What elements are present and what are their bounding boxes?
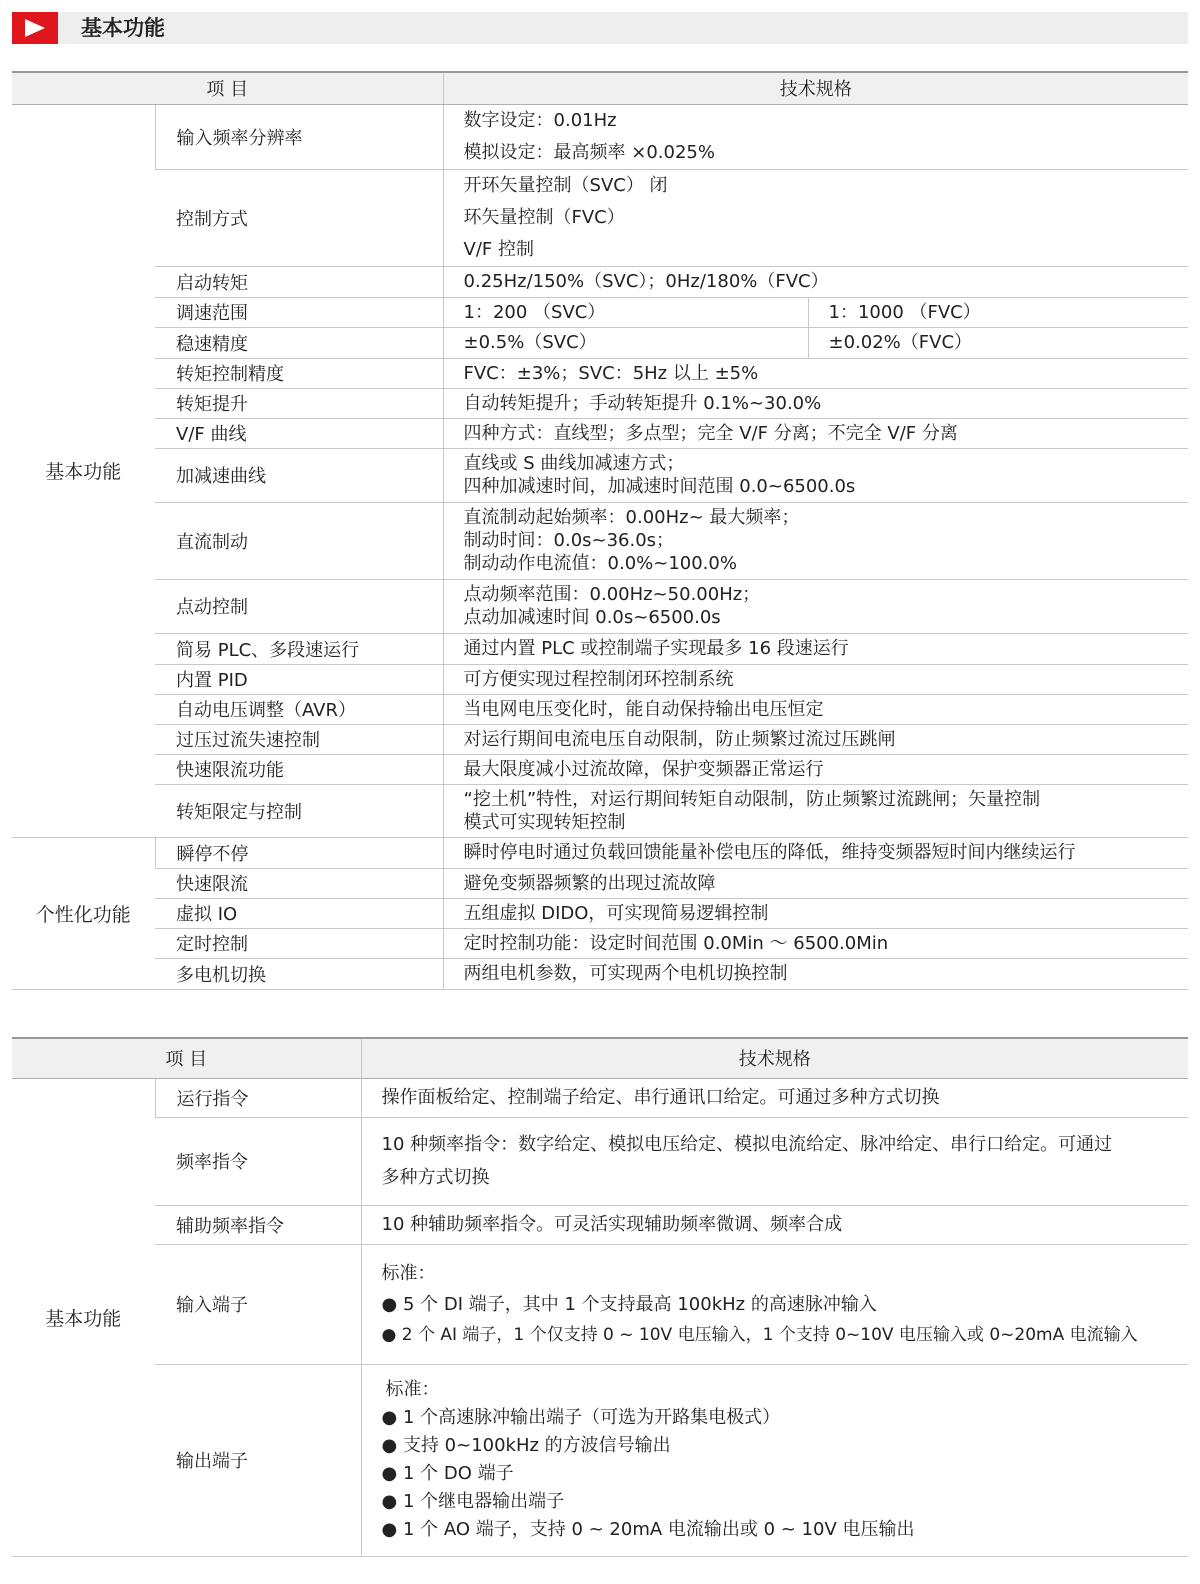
spec-value: FVC：±3%；SVC：5Hz 以上 ±5%: [443, 358, 1188, 388]
table-row: [12, 754, 1188, 784]
table-row: [12, 694, 1188, 724]
spec-value-svc: ±0.5%（SVC）: [443, 327, 808, 358]
item-label: 内置 PID: [155, 664, 443, 694]
spec-value: 操作面板给定、控制端子给定、串行通讯口给定。可通过多种方式切换: [361, 1078, 1188, 1117]
table-row: [12, 928, 1188, 958]
spec-value-fvc: 1：1000 （FVC）: [808, 297, 1188, 327]
table-header-row: [12, 1038, 1188, 1078]
item-label: 输出端子: [155, 1364, 361, 1556]
item-label: 控制方式: [155, 169, 443, 266]
spec-value: 定时控制功能：设定时间范围 0.0Min ～ 6500.0Min: [443, 928, 1188, 958]
spec-value: 数字设定：0.01Hz 模拟设定：最高频率 ×0.025%: [443, 104, 1188, 169]
spec-value: 四种方式：直线型；多点型；完全 V/F 分离；不完全 V/F 分离: [443, 418, 1188, 448]
spec-value: 当电网电压变化时，能自动保持输出电压恒定: [443, 694, 1188, 724]
item-label: 辅助频率指令: [155, 1205, 361, 1244]
spec-value: 标准： ● 1 个高速脉冲输出端子（可选为开路集电极式） ● 支持 0~100kHz 的方波信号输出 ● 1 个 DO 端子 ● 1 个继电器输出端子 ● 1 个 AO 端子，支持 0 ~ 20mA 电流输出或 0 ~ 10V 电压输出: [361, 1364, 1188, 1556]
spec-value: 两组电机参数，可实现两个电机切换控制: [443, 958, 1188, 989]
item-label: 虚拟 IO: [155, 898, 443, 928]
table-header-row: [12, 72, 1188, 104]
item-label: 简易 PLC、多段速运行: [155, 633, 443, 664]
spec-value: 避免变频器频繁的出现过流故障: [443, 868, 1188, 898]
item-label: 自动电压调整（AVR）: [155, 694, 443, 724]
bullet-item: ● 1 个高速脉冲输出端子（可选为开路集电极式）: [381, 1407, 781, 1428]
spec-table-io: [12, 1037, 1188, 1557]
table-row: [12, 724, 1188, 754]
spec-value: 10 种辅助频率指令。可灵活实现辅助频率微调、频率合成: [361, 1205, 1188, 1244]
play-triangle-icon: [25, 19, 45, 37]
category-personal: 个性化功能: [12, 837, 155, 989]
table-row: [12, 1364, 1188, 1556]
bullet-item: ● 2 个 AI 端子，1 个仅支持 0 ~ 10V 电压输入，1 个支持 0~10V 电压输入或 0~20mA 电流输入: [381, 1324, 1138, 1345]
bullet-item: ● 支持 0~100kHz 的方波信号输出: [381, 1435, 671, 1456]
item-label: 快速限流功能: [155, 754, 443, 784]
spec-value: 开环矢量控制（SVC） 闭 环矢量控制（FVC） V/F 控制: [443, 169, 1188, 266]
spec-value: 直线或 S 曲线加减速方式； 四种加减速时间，加减速时间范围 0.0~6500.0s: [443, 448, 1188, 502]
bullet-item: ● 1 个 DO 端子: [381, 1463, 514, 1484]
category-basic: 基本功能: [12, 1078, 155, 1556]
table-row: [12, 784, 1188, 837]
table-row: [12, 958, 1188, 989]
spec-value: 标准： ● 5 个 DI 端子，其中 1 个支持最高 100kHz 的高速脉冲输入 ● 2 个 AI 端子，1 个仅支持 0 ~ 10V 电压输入，1 个支持 0~10V 电压输入或 0~20mA 电流输入: [361, 1244, 1188, 1364]
spec-table-basic: [12, 71, 1188, 990]
item-label: 输入频率分辨率: [155, 104, 443, 169]
table-row: [12, 448, 1188, 502]
spec-value-svc: 1：200 （SVC）: [443, 297, 808, 327]
spec-value: 自动转矩提升；手动转矩提升 0.1%~30.0%: [443, 388, 1188, 418]
spec-value: 点动频率范围：0.00Hz~50.00Hz； 点动加减速时间 0.0s~6500.0s: [443, 579, 1188, 633]
col-header-item: 项 目: [12, 72, 443, 104]
table-row: [12, 104, 1188, 169]
table-row: [12, 1117, 1188, 1205]
table-row: [12, 327, 1188, 358]
table-row: [12, 1078, 1188, 1117]
item-label: 转矩控制精度: [155, 358, 443, 388]
col-header-item: 项 目: [12, 1038, 361, 1078]
table-row: [12, 266, 1188, 297]
col-header-spec: 技术规格: [443, 72, 1188, 104]
item-label: 瞬停不停: [155, 837, 443, 868]
bullet-item: ● 5 个 DI 端子，其中 1 个支持最高 100kHz 的高速脉冲输入: [381, 1293, 877, 1315]
item-label: 点动控制: [155, 579, 443, 633]
table-row: [12, 502, 1188, 579]
spec-value: 直流制动起始频率：0.00Hz~ 最大频率； 制动时间：0.0s~36.0s； 制动动作电流值：0.0%~100.0%: [443, 502, 1188, 579]
item-label: 运行指令: [155, 1078, 361, 1117]
table-row: [12, 868, 1188, 898]
item-label: V/F 曲线: [155, 418, 443, 448]
bullet-item: ● 1 个 AO 端子，支持 0 ~ 20mA 电流输出或 0 ~ 10V 电压输出: [381, 1519, 915, 1540]
table-row: [12, 664, 1188, 694]
table-row: [12, 297, 1188, 327]
table-row: [12, 579, 1188, 633]
item-label: 多电机切换: [155, 958, 443, 989]
table-row: [12, 388, 1188, 418]
table-row: [12, 1244, 1188, 1364]
table-row: [12, 837, 1188, 868]
spec-value: 0.25Hz/150%（SVC）；0Hz/180%（FVC）: [443, 266, 1188, 297]
spec-value: 通过内置 PLC 或控制端子实现最多 16 段速运行: [443, 633, 1188, 664]
table-row: [12, 169, 1188, 266]
item-label: 过压过流失速控制: [155, 724, 443, 754]
item-label: 调速范围: [155, 297, 443, 327]
section-header: [12, 12, 1188, 44]
table-row: [12, 898, 1188, 928]
item-label: 启动转矩: [155, 266, 443, 297]
spec-value: “挖土机”特性，对运行期间转矩自动限制，防止频繁过流跳闸；矢量控制 模式可实现转矩控制: [443, 784, 1188, 837]
spec-value: 瞬时停电时通过负载回馈能量补偿电压的降低，维持变频器短时间内继续运行: [443, 837, 1188, 868]
spec-value: 10 种频率指令：数字给定、模拟电压给定、模拟电流给定、脉冲给定、串行口给定。可通过 多种方式切换: [361, 1117, 1188, 1205]
spec-value: 五组虚拟 DIDO，可实现简易逻辑控制: [443, 898, 1188, 928]
item-label: 转矩限定与控制: [155, 784, 443, 837]
spec-value: 对运行期间电流电压自动限制，防止频繁过流过压跳闸: [443, 724, 1188, 754]
item-label: 转矩提升: [155, 388, 443, 418]
item-label: 频率指令: [155, 1117, 361, 1205]
spec-value: 可方便实现过程控制闭环控制系统: [443, 664, 1188, 694]
section-title: 基本功能: [81, 16, 165, 40]
item-label: 输入端子: [155, 1244, 361, 1364]
table-row: [12, 1205, 1188, 1244]
spec-value-fvc: ±0.02%（FVC）: [808, 327, 1188, 358]
bullet-item: ● 1 个继电器输出端子: [381, 1491, 565, 1512]
table-row: [12, 633, 1188, 664]
table-row: [12, 418, 1188, 448]
section-marker: [12, 12, 58, 44]
item-label: 定时控制: [155, 928, 443, 958]
item-label: 直流制动: [155, 502, 443, 579]
item-label: 快速限流: [155, 868, 443, 898]
spec-value: 最大限度减小过流故障，保护变频器正常运行: [443, 754, 1188, 784]
table-row: [12, 358, 1188, 388]
col-header-spec: 技术规格: [361, 1038, 1188, 1078]
category-basic: 基本功能: [12, 104, 155, 837]
item-label: 稳速精度: [155, 327, 443, 358]
item-label: 加减速曲线: [155, 448, 443, 502]
